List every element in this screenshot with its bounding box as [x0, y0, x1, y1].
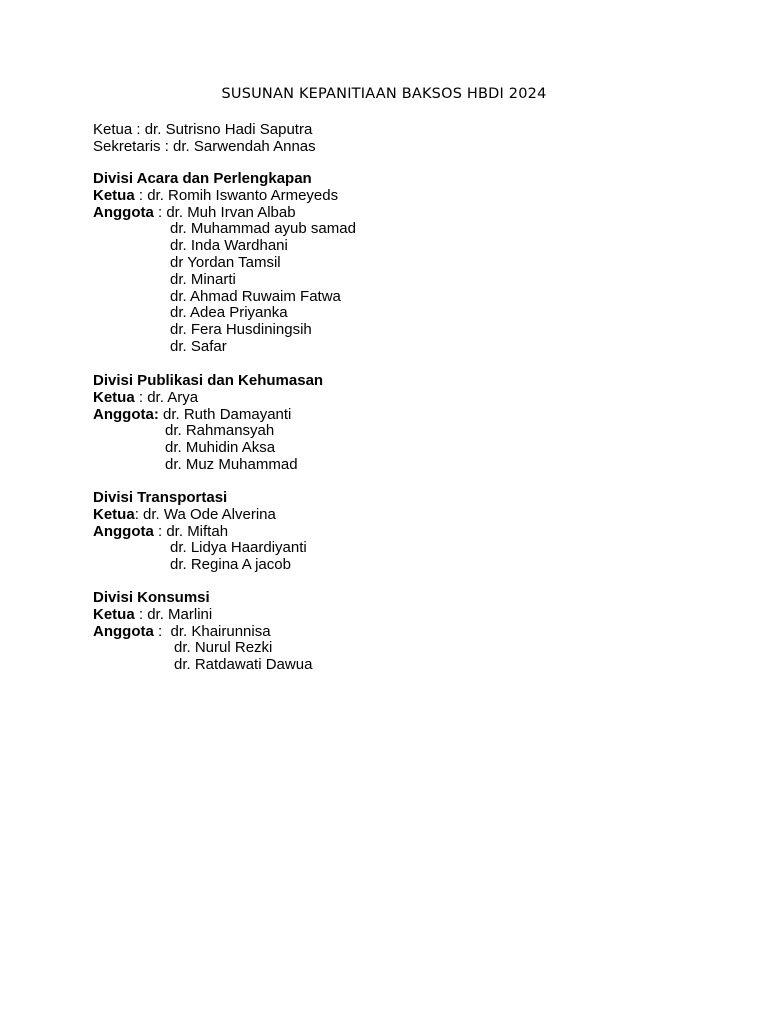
separator: : — [132, 121, 145, 138]
member-name: dr. Lidya Haardiyanti — [170, 539, 307, 557]
document-header — [93, 121, 316, 155]
member-name: dr. Inda Wardhani — [170, 237, 288, 255]
separator: : — [153, 622, 171, 640]
division-ketua-line — [93, 390, 323, 407]
ketua-name: dr. Romih Iswanto Armeyeds — [147, 186, 339, 204]
member-name: dr. Adea Priyanka — [170, 304, 288, 322]
member-name: dr. Muhammad ayub samad — [170, 220, 356, 238]
separator: : — [160, 137, 174, 155]
division-title: Divisi Publikasi dan Kehumasan — [93, 372, 324, 389]
member-name: dr. Regina A jacob — [170, 556, 291, 574]
member-name: dr Yordan Tamsil — [170, 253, 281, 271]
member-name: dr. Minarti — [170, 270, 236, 288]
member-name: dr. Miftah — [166, 522, 229, 540]
member-name: dr. Ruth Damayanti — [163, 405, 292, 423]
member-name: dr. Muhidin Aksa — [165, 439, 276, 457]
ketua-label: Ketua — [93, 186, 135, 204]
division-title: Divisi Acara dan Perlengkapan — [93, 170, 312, 187]
division-anggota-line — [93, 407, 323, 424]
member-name: dr. Rahmansyah — [165, 422, 275, 440]
anggota-label: Anggota — [93, 522, 154, 540]
anggota-label: Anggota: — [93, 405, 159, 423]
division-acara — [93, 170, 356, 356]
ketua-umum-label: Ketua — [93, 121, 133, 138]
separator: : — [153, 203, 167, 221]
ketua-label: Ketua — [93, 388, 135, 406]
ketua-umum-line — [93, 121, 316, 138]
division-ketua-line — [93, 607, 271, 624]
anggota-label: Anggota — [93, 203, 154, 221]
separator: : — [134, 186, 148, 204]
division-ketua-line — [93, 188, 338, 205]
member-name: dr. Muh Irvan Albab — [166, 203, 296, 221]
division-konsumsi — [93, 589, 313, 674]
separator: : — [153, 522, 167, 540]
division-title: Divisi Transportasi — [93, 489, 228, 506]
ketua-name: dr. Wa Ode Alverina — [143, 505, 276, 523]
division-anggota-line — [93, 205, 338, 222]
ketua-umum-name: dr. Sutrisno Hadi Saputra — [144, 121, 313, 138]
sekretaris-name: dr. Sarwendah Annas — [173, 137, 316, 155]
anggota-label: Anggota — [93, 622, 154, 640]
ketua-label: Ketua — [93, 505, 135, 523]
division-anggota-line — [93, 624, 271, 641]
division-ketua-line — [93, 507, 276, 524]
division-publikasi — [93, 373, 323, 474]
sekretaris-line — [93, 138, 316, 155]
separator: : — [134, 605, 148, 623]
separator: : — [134, 388, 148, 406]
document-title: SUSUNAN KEPANITIAAN BAKSOS HBDI 2024 — [221, 86, 547, 102]
member-name: dr. Khairunnisa — [170, 622, 271, 640]
division-anggota-line — [93, 524, 276, 541]
member-name: dr. Safar — [170, 337, 227, 355]
division-title: Divisi Konsumsi — [93, 589, 210, 606]
member-name: dr. Ahmad Ruwaim Fatwa — [170, 287, 341, 305]
separator: : — [134, 505, 144, 523]
ketua-name: dr. Arya — [147, 388, 199, 406]
member-name: dr. Fera Husdiningsih — [170, 321, 312, 339]
ketua-name: dr. Marlini — [147, 605, 213, 623]
member-name: dr. Muz Muhammad — [165, 455, 298, 473]
division-transportasi — [93, 489, 307, 574]
member-name: dr. Ratdawati Dawua — [174, 656, 313, 674]
sekretaris-label: Sekretaris — [93, 137, 161, 155]
ketua-label: Ketua — [93, 605, 135, 623]
member-name: dr. Nurul Rezki — [174, 639, 273, 657]
